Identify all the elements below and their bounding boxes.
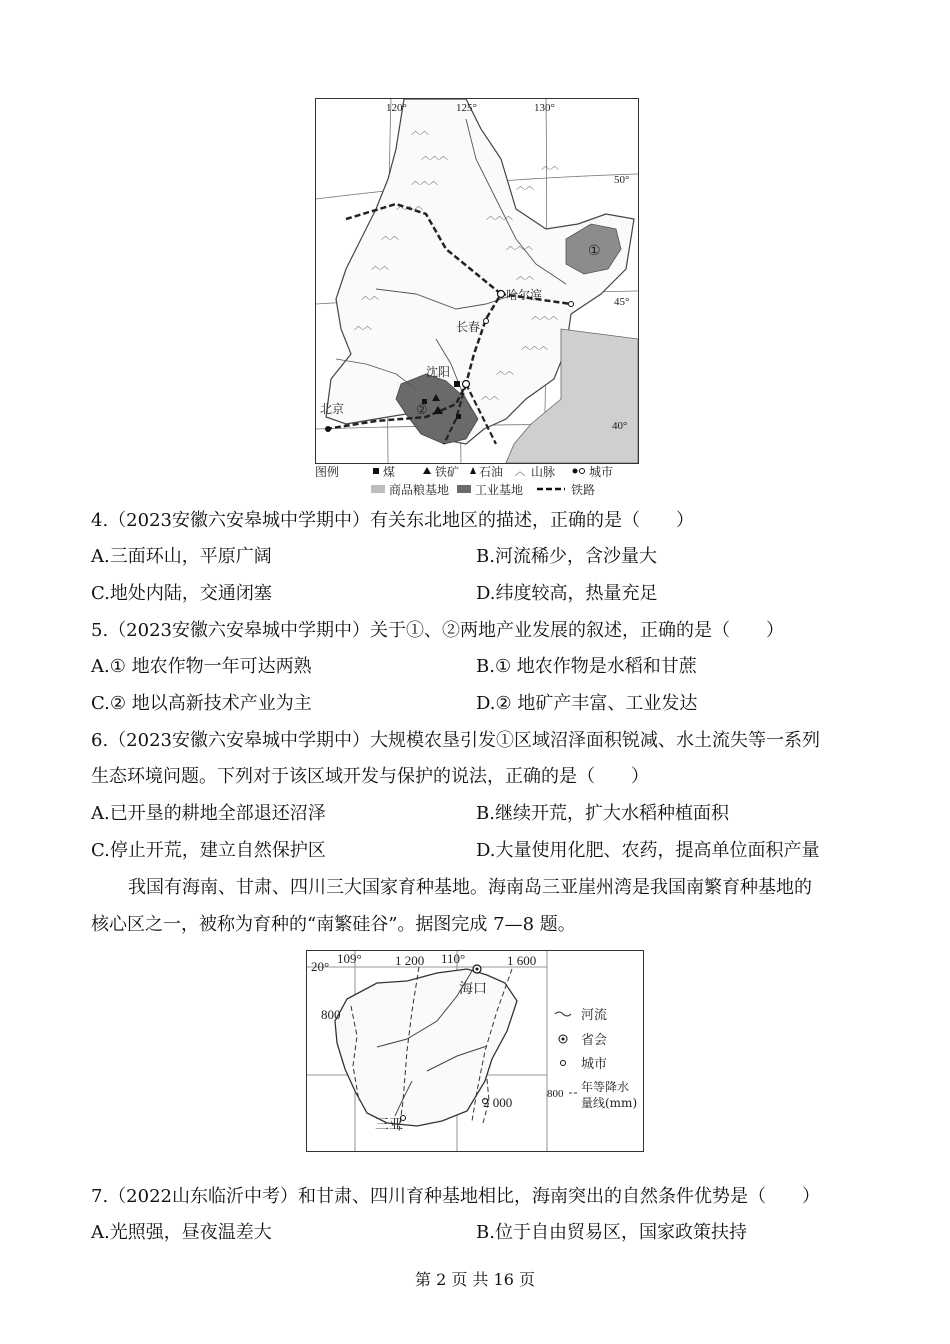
q7-option-b: B.位于自由贸易区，国家政策扶持: [476, 1222, 747, 1243]
legend-oil: 石油: [479, 465, 504, 479]
q4-option-c: C.地处内陆，交通闭塞: [91, 583, 272, 604]
lon-label-130: 130°: [534, 102, 555, 114]
svg-text:︿︿︿: ︿︿︿: [411, 177, 439, 187]
legend-grain-base: 商品粮基地: [389, 483, 450, 497]
q4-option-a: A.三面环山，平原广阔: [91, 546, 272, 567]
legend-coal: 煤: [383, 465, 396, 479]
legend-iron: 铁矿: [435, 465, 460, 479]
lat-label-40: 40°: [612, 420, 628, 432]
intro-line-1: 我国有海南、甘肃、四川三大国家育种基地。海南岛三亚崖州湾是我国南繁育种基地的: [128, 877, 812, 898]
legend-river-icon: [555, 1012, 571, 1016]
svg-text:︿︿: ︿︿: [516, 272, 535, 282]
question-7-stem: 7.（2022山东临沂中考）和甘肃、四川育种基地相比，海南突出的自然条件优势是（ ）: [91, 1186, 820, 1207]
svg-text:︿︿: ︿︿: [516, 182, 535, 192]
city-beijing: 北京: [320, 402, 345, 416]
question-5-stem: 5.（2023安徽六安皋城中学期中）关于①、②两地产业发展的叙述，正确的是（ ）: [91, 620, 784, 641]
legend-title: 图例: [315, 465, 340, 479]
q6-option-d: D.大量使用化肥、农药，提高单位面积产量: [476, 840, 820, 861]
northeast-map: [315, 98, 639, 464]
map2-legend-isohyet: 年等降水量线(mm): [581, 1080, 638, 1110]
northeast-map-svg: [316, 99, 638, 463]
svg-text:︿︿: ︿︿: [496, 367, 515, 377]
svg-text:︿︿: ︿︿: [361, 292, 380, 302]
hainan-map-svg: [307, 951, 643, 1151]
legend-mountain: 山脉: [531, 465, 556, 479]
q4-option-d: D.纬度较高，热量充足: [476, 583, 658, 604]
lon-label-125: 125°: [456, 102, 477, 114]
legend-industry-base: 工业基地: [475, 483, 524, 497]
map2-legend-city: 城市: [581, 1056, 608, 1071]
legend-railway: 铁路: [571, 483, 596, 497]
legend-city: 城市: [589, 465, 614, 479]
map2-city-sanya: 三亚: [375, 1118, 403, 1133]
question-6-stem-line2: 生态环境问题。下列对于该区域开发与保护的说法，正确的是（ ）: [91, 766, 649, 787]
svg-text:︿︿︿: ︿︿︿: [506, 242, 534, 252]
city-harbin: 哈尔滨: [506, 288, 543, 302]
q4-option-b: B.河流稀少，含沙量大: [476, 546, 657, 567]
isoline-1200: 1 200: [395, 953, 425, 968]
q5-option-b: B.① 地农作物是水稻和甘蔗: [476, 656, 697, 677]
question-4-stem: 4.（2023安徽六安皋城中学期中）有关东北地区的描述，正确的是（ ）: [91, 510, 694, 531]
q5-option-c: C.② 地以高新技术产业为主: [91, 693, 312, 714]
hainan-map: [306, 950, 644, 1152]
q7-option-a: A.光照强，昼夜温差大: [91, 1222, 272, 1243]
question-6-stem-line1: 6.（2023安徽六安皋城中学期中）大规模农垦引发①区域沼泽面积锐减、水土流失等一系列: [91, 730, 820, 751]
lat-label-50: 50°: [614, 174, 630, 186]
q6-option-c: C.停止开荒，建立自然保护区: [91, 840, 326, 861]
isoline-800: 800: [321, 1007, 341, 1022]
city-changchun: 长春: [456, 320, 481, 334]
svg-text:︿︿: ︿︿: [354, 322, 373, 332]
region-marker-1: ①: [588, 244, 601, 259]
page-footer: 第 2 页 共 16 页: [415, 1270, 535, 1289]
map2-lon-110: 110°: [441, 951, 466, 966]
q6-option-b: B.继续开荒，扩大水稻种植面积: [476, 803, 729, 824]
map1-legend: [315, 463, 637, 499]
legend-city-icon: [561, 1061, 566, 1066]
svg-text:︿︿: ︿︿: [481, 392, 500, 402]
svg-text:︿: ︿: [515, 467, 525, 478]
region-marker-2: ②: [416, 402, 428, 417]
map2-city-haikou: 海口: [459, 982, 487, 997]
intro-line-2: 核心区之一，被称为育种的“南繁硅谷”。据图完成 7—8 题。: [91, 914, 576, 935]
map2-legend-river: 河流: [581, 1007, 608, 1022]
svg-text:︿︿︿: ︿︿︿: [521, 342, 549, 352]
map2-legend-marker: 800: [547, 1088, 564, 1100]
lat-label-45: 45°: [614, 296, 630, 308]
isoline-2000: 2 000: [483, 1095, 513, 1110]
map2-legend-capital: 省会: [581, 1032, 608, 1047]
city-shenyang: 沈阳: [426, 365, 451, 379]
svg-text:︿︿︿: ︿︿︿: [531, 312, 559, 322]
svg-text:︿︿︿: ︿︿︿: [396, 202, 424, 212]
svg-text:︿︿: ︿︿: [411, 127, 430, 137]
q5-option-d: D.② 地矿产丰富、工业发达: [476, 693, 698, 714]
svg-text:︿︿: ︿︿: [371, 262, 390, 272]
svg-text:︿︿: ︿︿: [381, 232, 400, 242]
lon-label-120: 120°: [386, 102, 407, 114]
svg-text:︿︿︿: ︿︿︿: [421, 152, 449, 162]
q5-option-a: A.① 地农作物一年可达两熟: [91, 656, 312, 677]
map2-lat-label: 20°: [311, 959, 330, 974]
svg-text:︿︿︿: ︿︿︿: [486, 212, 514, 222]
q6-option-a: A.已开垦的耕地全部退还沼泽: [91, 803, 326, 824]
svg-text:︿︿: ︿︿: [541, 162, 560, 172]
map2-lon-109: 109°: [337, 951, 362, 966]
isoline-1600: 1 600: [507, 953, 537, 968]
